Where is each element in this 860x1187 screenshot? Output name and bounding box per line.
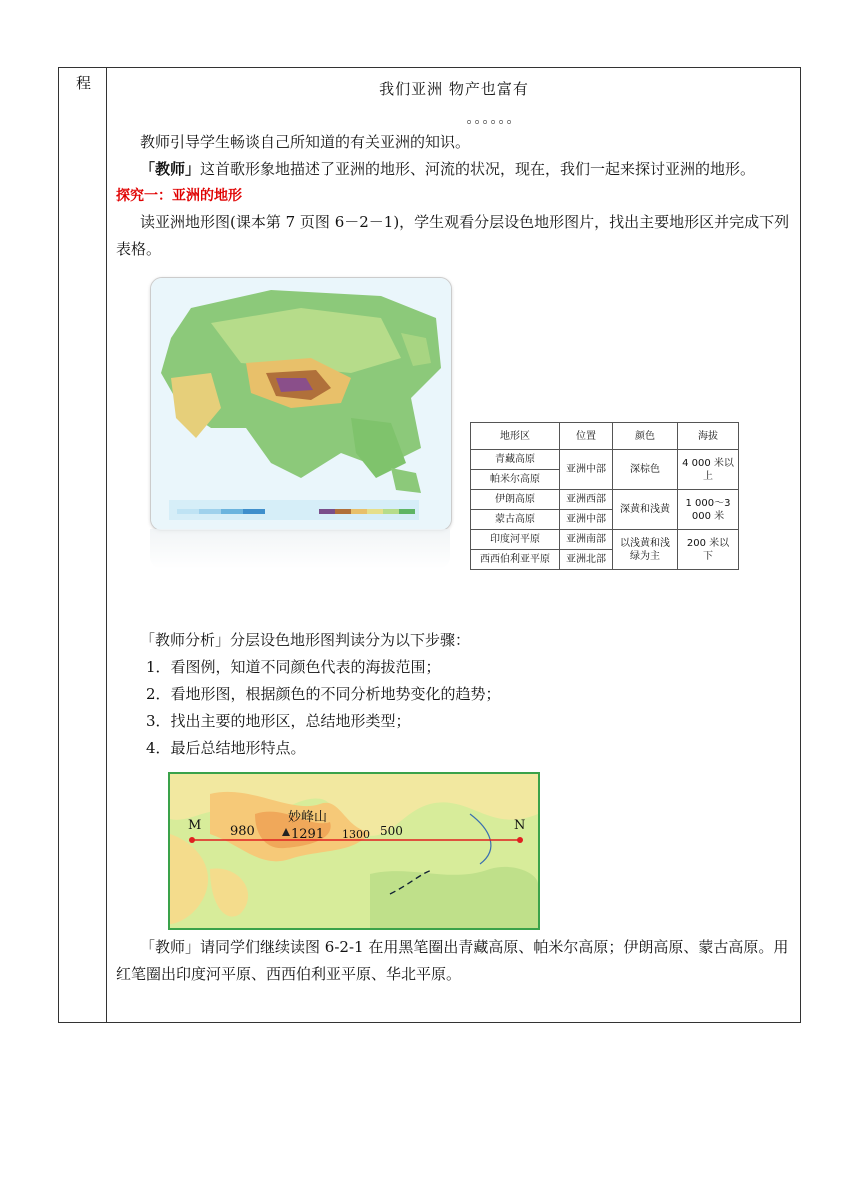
list-item: 2．看地形图，根据颜色的不同分析地势变化的趋势； bbox=[146, 685, 501, 703]
elevation-label: 1291 bbox=[291, 827, 325, 842]
table-cell: 1 000～3 000 米 bbox=[678, 490, 739, 530]
peak-name: 妙峰山 bbox=[288, 810, 328, 825]
list-item: 3．找出主要的地形区，总结地形类型； bbox=[146, 712, 411, 730]
section-heading: 探究一：亚洲的地形 bbox=[116, 188, 242, 204]
table-cell: 亚洲西部 bbox=[560, 490, 613, 510]
lesson-content bbox=[116, 70, 792, 988]
map-reflection bbox=[150, 529, 450, 569]
contour-map bbox=[168, 772, 540, 930]
analysis-text: 分层设色地形图判读分为以下步骤： bbox=[230, 631, 471, 649]
table-cell: 深棕色 bbox=[613, 450, 678, 490]
table-cell: 蒙古高原 bbox=[471, 510, 560, 530]
table-header: 海拔 bbox=[678, 423, 739, 450]
table-cell: 亚洲南部 bbox=[560, 530, 613, 550]
table-cell: 200 米以下 bbox=[678, 530, 739, 570]
song-title: 我们亚洲 物产也富有 bbox=[379, 80, 529, 98]
table-cell: 4 000 米以上 bbox=[678, 450, 739, 490]
figure-area bbox=[116, 267, 792, 627]
read-instruction: 读亚洲地形图(课本第 7 页图 6－2－1)，学生观看分层设色地形图片，找出主要地形区并完成下列表格。 bbox=[116, 213, 790, 258]
table-row bbox=[471, 423, 739, 450]
table-cell: 青藏高原 bbox=[471, 450, 560, 470]
table-row bbox=[471, 490, 739, 510]
teacher-paragraph bbox=[116, 156, 792, 183]
elevation-label: 980 bbox=[230, 824, 255, 839]
final-text: 请同学们继续读图 6-2-1 在用黑笔圈出青藏高原、帕米尔高原；伊朗高原、蒙古高原。用红笔圈出印度河平原、西西伯利亚平原、华北平原。 bbox=[116, 938, 789, 983]
asia-terrain-map bbox=[150, 277, 452, 531]
steps-list bbox=[116, 654, 792, 762]
analysis-tag: 「教师分析」 bbox=[140, 631, 231, 649]
final-tag: 「教师」 bbox=[140, 938, 201, 956]
analysis-paragraph bbox=[116, 627, 792, 654]
table-cell: 印度河平原 bbox=[471, 530, 560, 550]
list-item: 4．最后总结地形特点。 bbox=[146, 739, 306, 757]
table-cell: 伊朗高原 bbox=[471, 490, 560, 510]
table-header: 位置 bbox=[560, 423, 613, 450]
left-column-label: 程 bbox=[76, 74, 92, 92]
asia-map-graphic bbox=[151, 278, 451, 530]
table-cell: 以浅黄和浅绿为主 bbox=[613, 530, 678, 570]
list-item: 1．看图例，知道不同颜色代表的海拔范围； bbox=[146, 658, 441, 676]
table-header: 地形区 bbox=[471, 423, 560, 450]
terrain-table bbox=[470, 422, 739, 570]
map-legend bbox=[169, 500, 419, 520]
table-row bbox=[471, 530, 739, 550]
contour-label-n: N bbox=[514, 818, 526, 833]
table-cell: 亚洲北部 bbox=[560, 550, 613, 570]
table-cell: 亚洲中部 bbox=[560, 450, 613, 490]
intro-paragraph: 教师引导学生畅谈自己所知道的有关亚洲的知识。 bbox=[140, 133, 471, 151]
elevation-label: 500 bbox=[380, 824, 403, 838]
final-paragraph bbox=[116, 934, 792, 988]
column-divider bbox=[106, 67, 107, 1023]
table-cell: 深黄和浅黄 bbox=[613, 490, 678, 530]
table-header: 颜色 bbox=[613, 423, 678, 450]
contour-label-m: M bbox=[188, 818, 202, 833]
table-cell: 亚洲中部 bbox=[560, 510, 613, 530]
table-cell: 西西伯利亚平原 bbox=[471, 550, 560, 570]
teacher-tag: 「教师」 bbox=[140, 160, 201, 178]
ellipsis-dots: 。。。。。。 bbox=[466, 111, 522, 127]
table-cell: 帕米尔高原 bbox=[471, 470, 560, 490]
elevation-label: 1300 bbox=[342, 828, 370, 841]
teacher-text: 这首歌形象地描述了亚洲的地形、河流的状况，现在，我们一起来探讨亚洲的地形。 bbox=[200, 160, 756, 178]
contour-map-graphic bbox=[170, 774, 538, 928]
table-row bbox=[471, 450, 739, 470]
